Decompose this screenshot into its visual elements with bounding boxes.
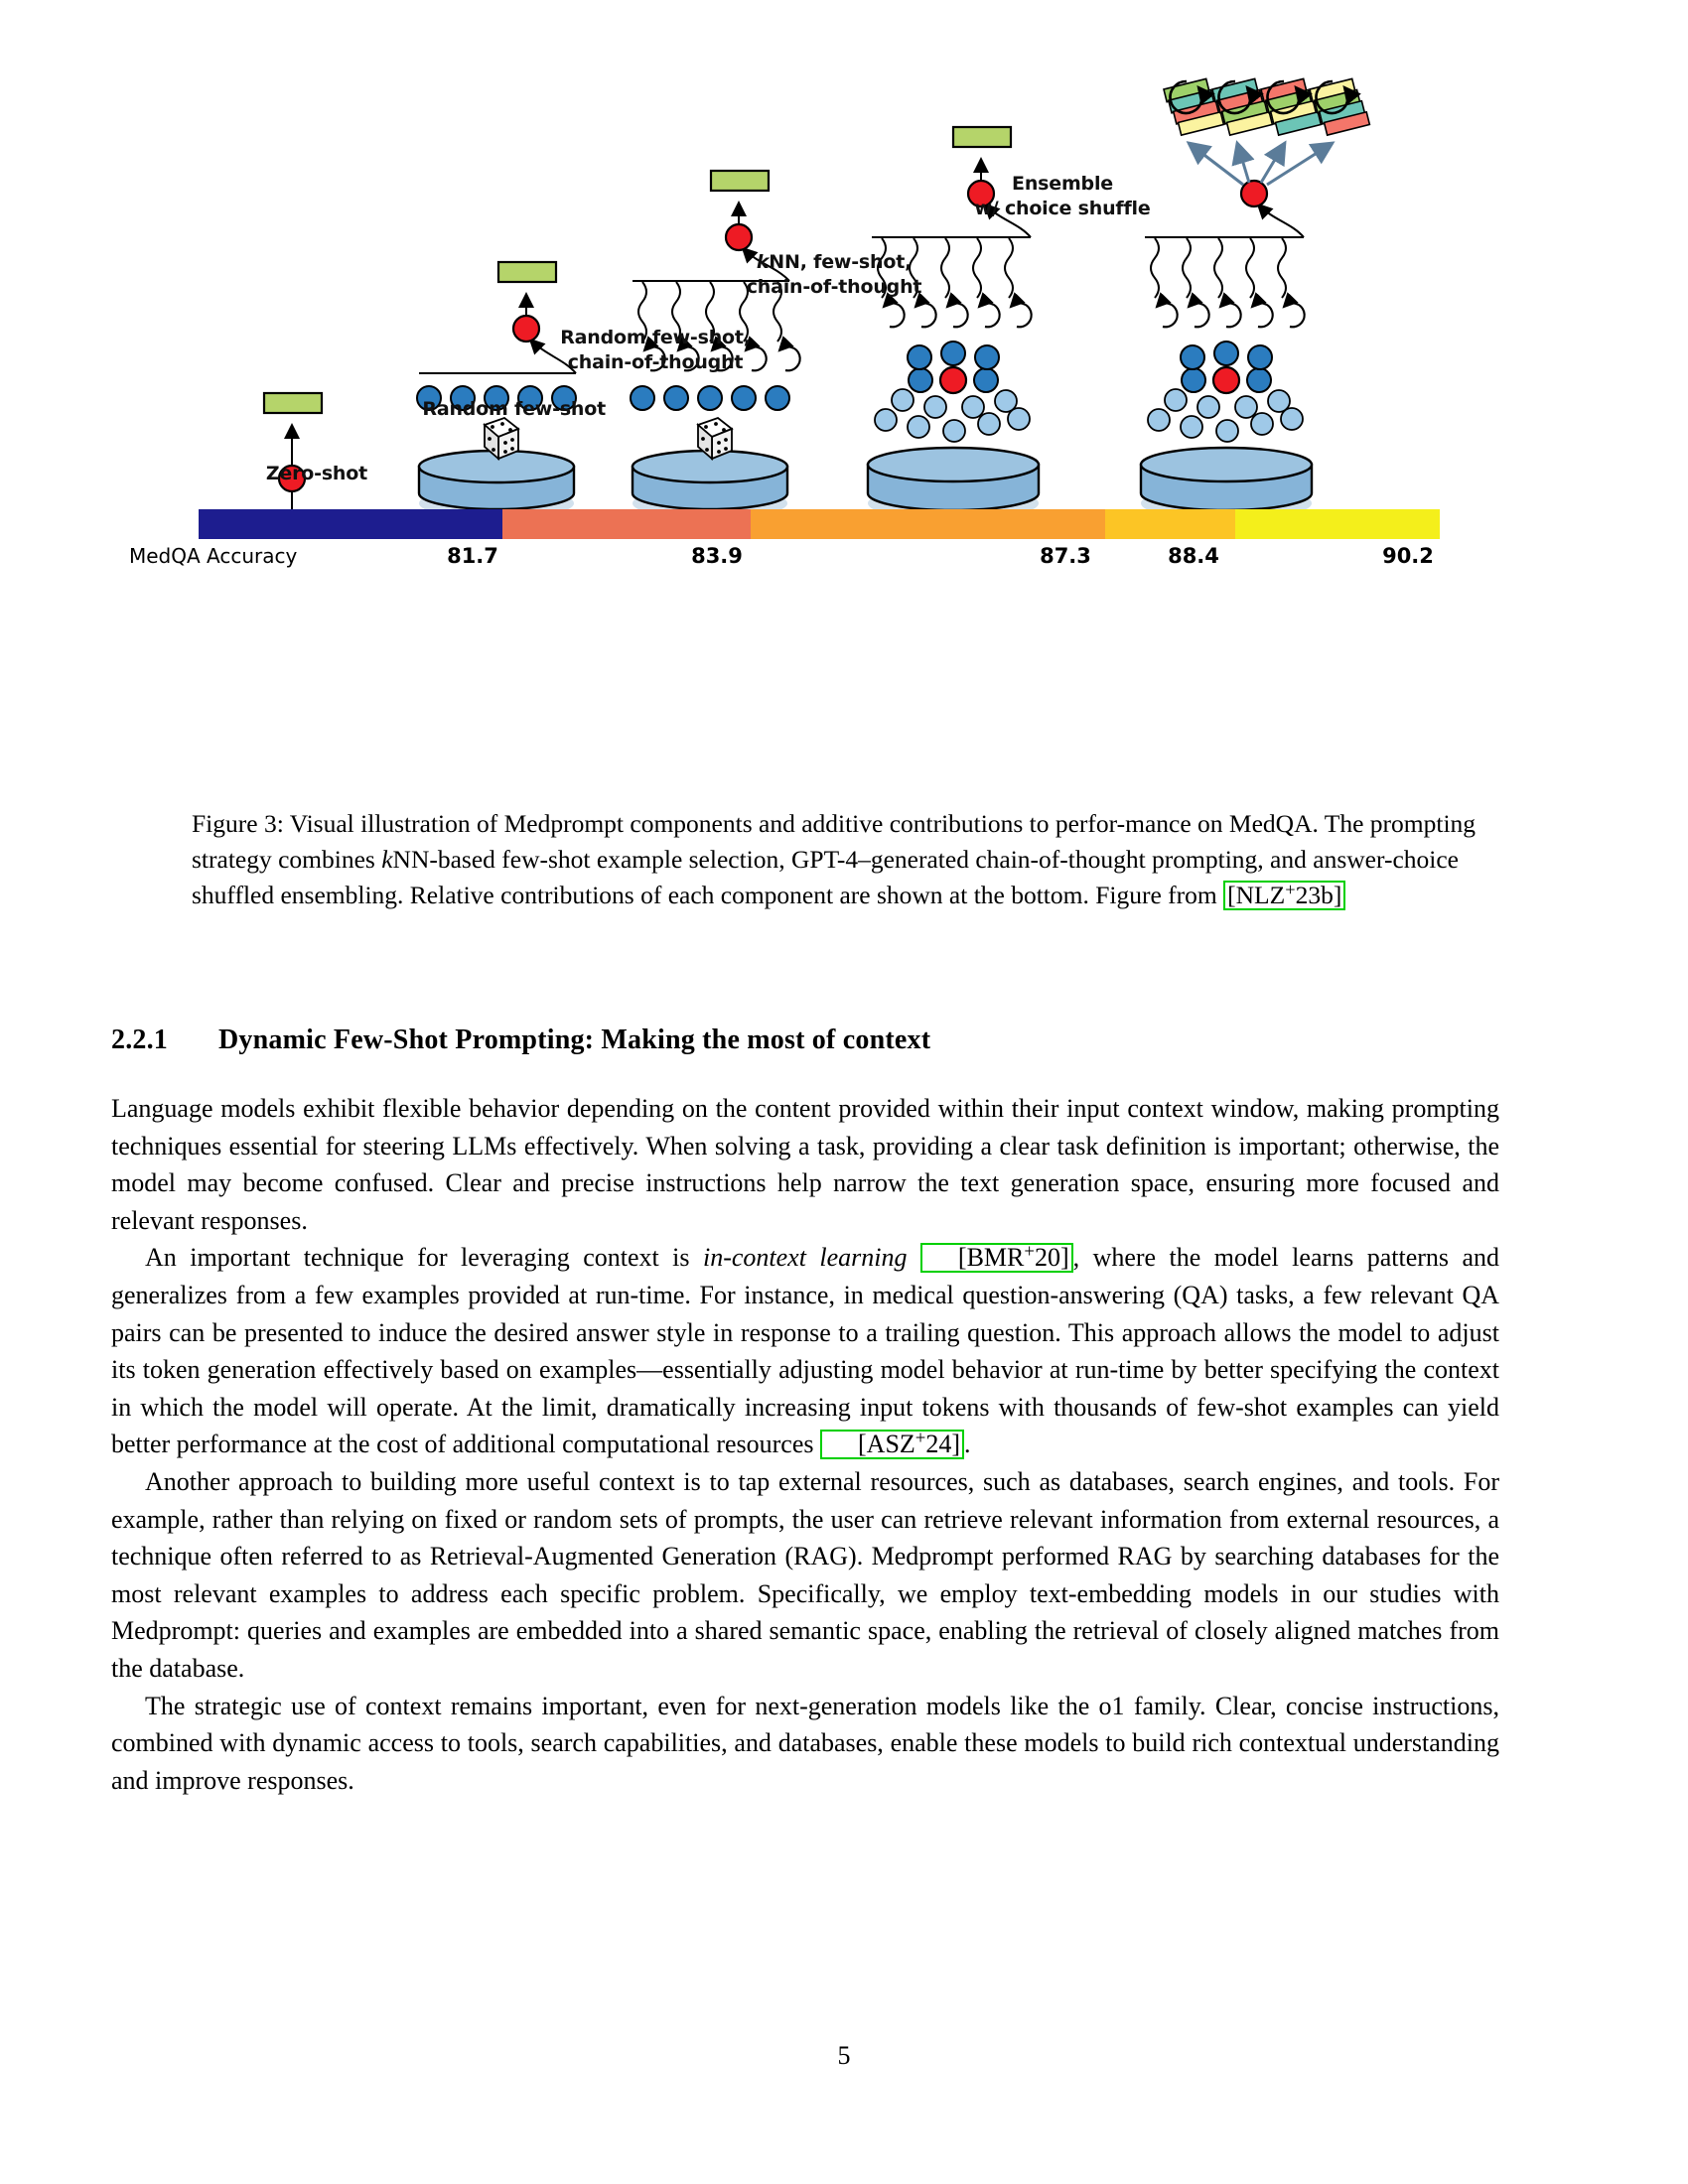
accuracy-segment-zero-shot xyxy=(199,509,502,539)
figure-3 xyxy=(129,69,1499,784)
embedding-dots-near xyxy=(1181,341,1272,393)
figure-label-knn-line2: chain-of-thought xyxy=(746,276,922,298)
figure-label-ensemble-line2: w/ choice shuffle xyxy=(974,198,1151,219)
section-number: 2.2.1 xyxy=(111,1024,168,1055)
citation-asz24-plus: + xyxy=(914,1428,926,1449)
citation-asz24-key: ASZ xyxy=(866,1430,915,1459)
citation-nlz23b[interactable]: [NLZ+23b] xyxy=(1223,881,1345,910)
accuracy-tick-88-4: 88.4 xyxy=(1168,544,1219,568)
stage-ensemble xyxy=(1141,69,1369,520)
figure-caption-text-2: NN-based few-shot example selection, GPT-4–generated chain-of-thought prompting, and answer-choice shuffled ensembling. Relative contributions of each component are shown at the bottom. Figure from xyxy=(192,845,1459,909)
accuracy-axis-row xyxy=(129,544,1450,574)
accuracy-tick-81-7: 81.7 xyxy=(447,544,498,568)
figure-label-random-few-shot: Random few-shot xyxy=(422,398,606,420)
paragraph-2-part-b: , where the model learns patterns and generalizes from a few examples provided at run-time. For instance, in medical question-answering (QA) tasks, a few relevant QA pairs can be presented to induce the desired answer style in response to a trailing question. This approach allows the model to adjust its token generation effectively based on examples—essentially adjusting model behavior at run-time by better specifying the context in which the model will operate. At the limit, dramatically increasing input tokens with thousands of few-shot examples can yield better performance at the cost of additional computational resources xyxy=(111,1243,1499,1459)
citation-bmr20-plus: + xyxy=(1024,1241,1035,1263)
figure-label-random-cot-line1: Random few-shot, xyxy=(560,327,751,348)
accuracy-segment-ensemble xyxy=(1235,509,1440,539)
page-title: Dynamic Few-Shot Prompting: Making the most of context xyxy=(218,1024,931,1055)
accuracy-tick-83-9: 83.9 xyxy=(691,544,743,568)
accuracy-color-bar xyxy=(199,509,1440,539)
figure-label-random-cot xyxy=(496,326,814,375)
accuracy-segment-knn-cot xyxy=(1105,509,1235,539)
figure-label-knn-cot xyxy=(675,250,993,300)
term-in-context-learning: in-context learning xyxy=(702,1243,908,1273)
citation-asz24[interactable]: [ASZ+24] xyxy=(820,1430,964,1459)
citation-bmr20-key: BMR xyxy=(966,1243,1025,1273)
citation-bmr20-year: 20 xyxy=(1034,1243,1060,1273)
figure-caption-text-1: Visual illustration of Medprompt components and additive contributions to perfor-mance on MedQA. The prompting strategy combines xyxy=(192,809,1477,874)
cot-loop-icons xyxy=(884,303,1032,327)
figure-caption-label: Figure 3: xyxy=(192,809,284,838)
accuracy-segment-random-cot xyxy=(751,509,1104,539)
figure-label-random-cot-line2: chain-of-thought xyxy=(567,351,744,373)
space-1 xyxy=(907,1243,919,1272)
cot-loop-icons xyxy=(1157,303,1305,327)
embedding-dots-far xyxy=(1148,389,1303,442)
paragraph-1: Language models exhibit flexible behavior depending on the content provided within their input context window, making prompting techniques essential for steering LLMs effectively. When solving a task, providing a clear task definition is important; otherwise, the model may become confused. Clear and precise instructions help narrow the text generation space, ensuring more focused and relevant responses. xyxy=(111,1094,1499,1235)
embedding-dots-near xyxy=(908,341,999,393)
paragraph-2 xyxy=(111,1239,1499,1463)
paragraph-2-part-a: An important technique for leveraging context is xyxy=(145,1243,703,1273)
accuracy-axis-title: MedQA Accuracy xyxy=(129,544,298,568)
accuracy-segment-random-few-shot xyxy=(502,509,751,539)
figure-caption-italic-k: k xyxy=(381,845,393,874)
accuracy-tick-87-3: 87.3 xyxy=(1040,544,1091,568)
citation-bmr20[interactable]: [BMR+20] xyxy=(920,1243,1073,1273)
embedding-dots-far xyxy=(875,389,1030,442)
shuffled-choice-stacks xyxy=(1164,77,1369,137)
figure-label-ensemble-line1: Ensemble xyxy=(1012,173,1113,195)
paragraph-3: Another approach to building more useful context is to tap external resources, such as databases, search engines, and tools. For example, rather than relying on fixed or random sets of prompts, the user can retrieve relevant information from external resources, a technique often referred to as Retrieval-Augmented Generation (RAG). Medprompt performed RAG by searching databases for the most relevant examples to address each specific problem. Specifically, we employ text-embedding models in our studies with Medprompt: queries and examples are embedded into a shared semantic space, enabling the retrieval of closely aligned matches from the database. xyxy=(111,1466,1499,1683)
citation-nlz23b-plus: + xyxy=(1285,879,1296,899)
citation-asz24-year: 24 xyxy=(925,1430,952,1459)
figure-label-zero-shot: Zero-shot xyxy=(265,463,367,484)
accuracy-tick-90-2: 90.2 xyxy=(1382,544,1434,568)
stage-random-few-shot xyxy=(417,262,576,519)
page-number: 5 xyxy=(837,2041,851,2070)
figure-label-knn-k: k xyxy=(756,251,770,273)
paragraph-4: The strategic use of context remains important, even for next-generation models like the o1 family. Clear, concise instructions, combined with dynamic access to tools, search capabilities, and databases, enable these models to build rich contextual understanding and improve responses. xyxy=(111,1691,1499,1795)
citation-nlz23b-year: 23b xyxy=(1295,881,1334,909)
figure-diagram xyxy=(169,69,1499,784)
figure-label-ensemble xyxy=(904,172,1221,221)
body-content xyxy=(111,1090,1499,1799)
figure-label-knn-rest: NN, few-shot, xyxy=(769,251,913,273)
paragraph-2-part-c: . xyxy=(964,1430,971,1459)
chain-of-thought-squiggles xyxy=(1151,238,1286,298)
figure-caption xyxy=(192,806,1497,913)
citation-nlz23b-key: NLZ xyxy=(1235,881,1286,909)
section-heading-2-2-1 xyxy=(111,1024,1501,1056)
